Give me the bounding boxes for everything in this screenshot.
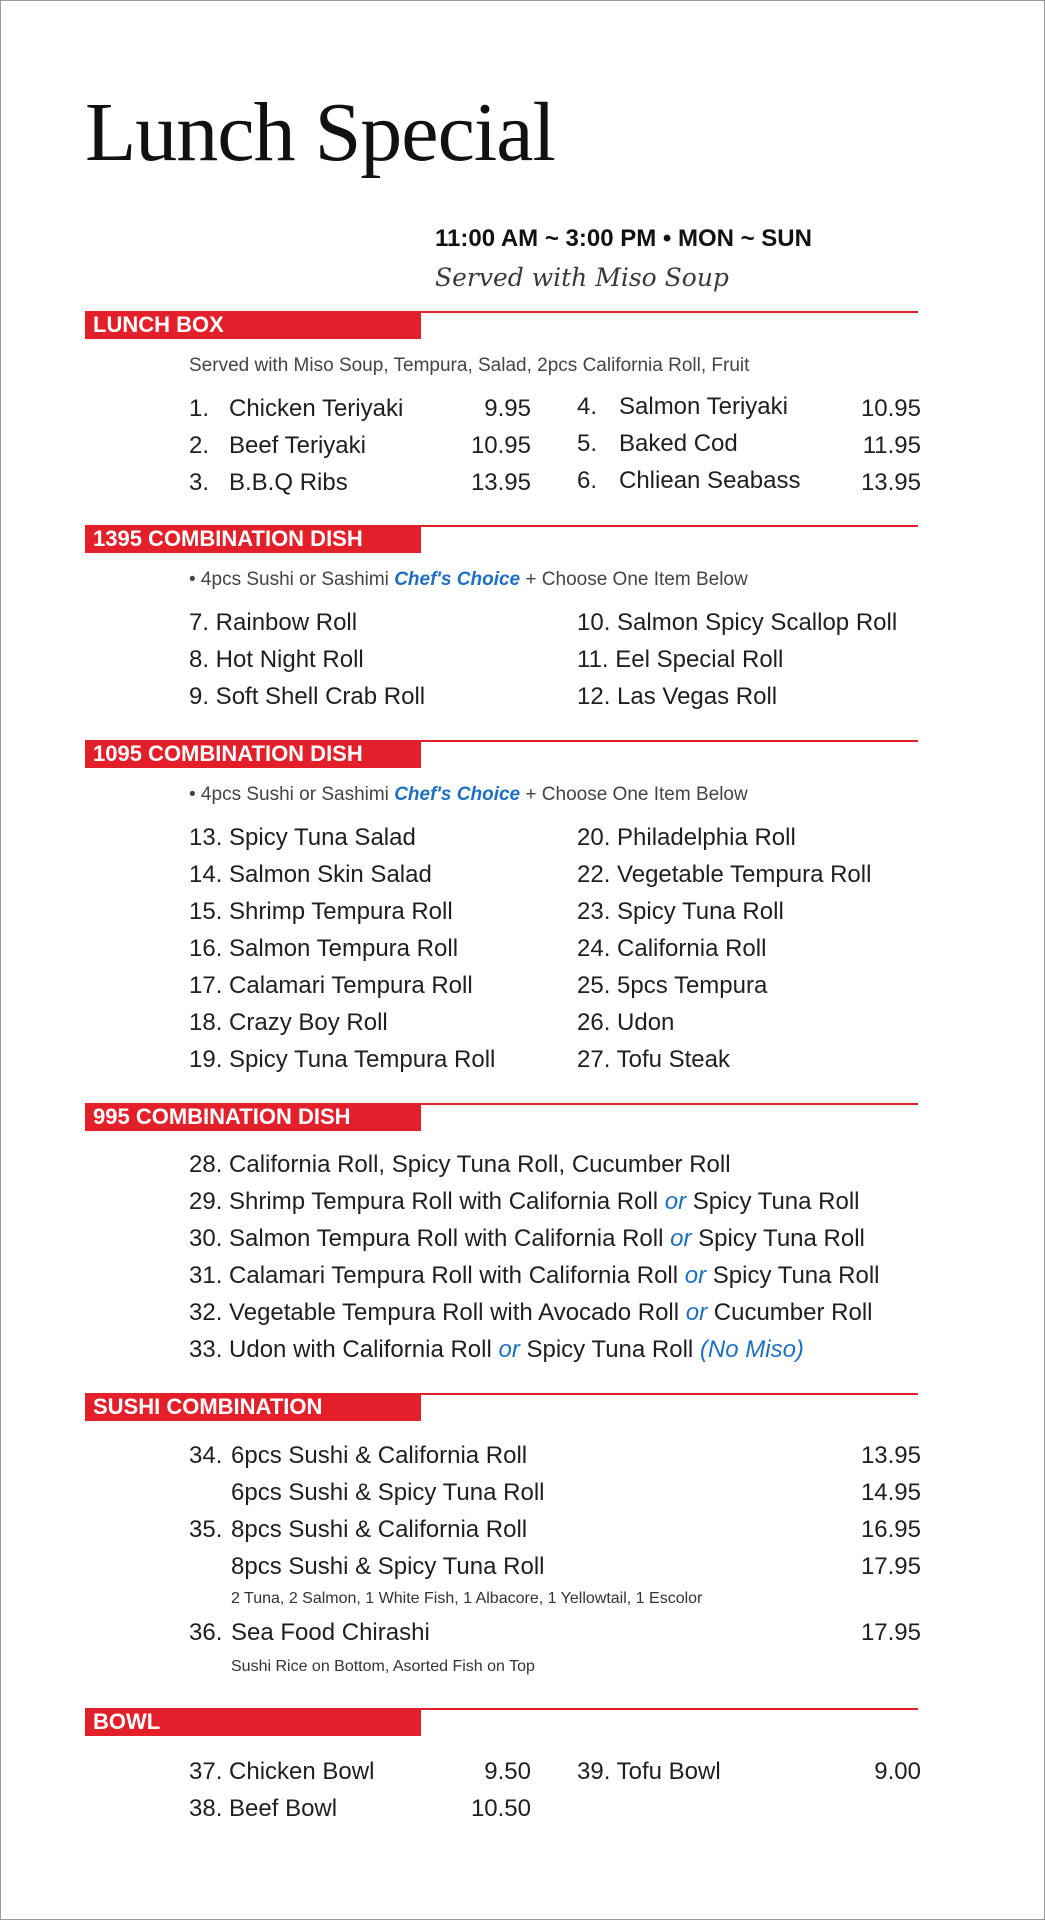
menu-item: 6. Chliean Seabass bbox=[577, 467, 801, 494]
section-heading-995-combination: 995 COMBINATION DISH bbox=[85, 1103, 421, 1131]
menu-price: 17.95 bbox=[860, 1619, 921, 1646]
menu-item: 30. Salmon Tempura Roll with California Roll or Spicy Tuna Roll bbox=[189, 1225, 865, 1252]
menu-item: 7. Rainbow Roll bbox=[189, 609, 358, 636]
menu-item: 14. Salmon Skin Salad bbox=[189, 861, 432, 888]
menu-item: 9. Soft Shell Crab Roll bbox=[189, 683, 426, 710]
menu-item: 3. B.B.Q Ribs bbox=[189, 469, 348, 496]
menu-item: 34. 6pcs Sushi & California Roll bbox=[189, 1442, 528, 1469]
section-note: • 4pcs Sushi or Sashimi Chef's Choice + Choose One Item Below bbox=[189, 569, 748, 590]
menu-price: 13.95 bbox=[860, 469, 921, 496]
menu-price: 16.95 bbox=[860, 1516, 921, 1543]
menu-item: 39. Tofu Bowl bbox=[577, 1758, 721, 1785]
menu-item: 13. Spicy Tuna Salad bbox=[189, 824, 416, 851]
menu-item: 35. 8pcs Sushi & California Roll bbox=[189, 1516, 528, 1543]
menu-price: 11.95 bbox=[862, 432, 921, 459]
section-rule bbox=[421, 311, 918, 313]
served-with-text: Served with Miso Soup bbox=[435, 263, 729, 292]
menu-item: 8pcs Sushi & Spicy Tuna Roll bbox=[231, 1553, 545, 1580]
menu-item: 17. Calamari Tempura Roll bbox=[189, 972, 473, 999]
menu-price: 9.95 bbox=[484, 395, 531, 422]
menu-price: 10.50 bbox=[470, 1795, 531, 1822]
item-note: Sushi Rice on Bottom, Asorted Fish on Top bbox=[231, 1658, 535, 1675]
section-rule bbox=[421, 740, 918, 742]
section-note: • 4pcs Sushi or Sashimi Chef's Choice + Choose One Item Below bbox=[189, 784, 748, 805]
no-miso-note: (No Miso) bbox=[699, 1336, 804, 1363]
section-rule bbox=[421, 1393, 918, 1395]
menu-item: 6pcs Sushi & Spicy Tuna Roll bbox=[231, 1479, 545, 1506]
menu-item: 36. Sea Food Chirashi bbox=[189, 1619, 430, 1646]
menu-item: 38. Beef Bowl bbox=[189, 1795, 338, 1822]
menu-item: 33. Udon with California Roll or Spicy Tuna Roll (No Miso) bbox=[189, 1336, 804, 1363]
menu-item: 8. Hot Night Roll bbox=[189, 646, 364, 673]
section-heading-bowl: BOWL bbox=[85, 1708, 421, 1736]
hours-text: 11:00 AM ~ 3:00 PM • MON ~ SUN bbox=[435, 225, 812, 252]
menu-item: 18. Crazy Boy Roll bbox=[189, 1009, 388, 1036]
menu-price: 17.95 bbox=[860, 1553, 921, 1580]
menu-item: 25. 5pcs Tempura bbox=[577, 972, 768, 999]
menu-price: 9.50 bbox=[484, 1758, 531, 1785]
section-heading-1395-combination: 1395 COMBINATION DISH bbox=[85, 525, 421, 553]
menu-item: 31. Calamari Tempura Roll with California Roll or Spicy Tuna Roll bbox=[189, 1262, 880, 1289]
menu-item: 12. Las Vegas Roll bbox=[577, 683, 778, 710]
menu-price: 13.95 bbox=[470, 469, 531, 496]
menu-price: 14.95 bbox=[860, 1479, 921, 1506]
menu-item: 23. Spicy Tuna Roll bbox=[577, 898, 784, 925]
menu-item: 2. Beef Teriyaki bbox=[189, 432, 366, 459]
menu-item: 19. Spicy Tuna Tempura Roll bbox=[189, 1046, 496, 1073]
menu-item: 37. Chicken Bowl bbox=[189, 1758, 375, 1785]
chefs-choice-label: Chef's Choice bbox=[394, 569, 521, 590]
menu-item: 28. California Roll, Spicy Tuna Roll, Cucumber Roll bbox=[189, 1151, 731, 1178]
menu-item: 10. Salmon Spicy Scallop Roll bbox=[577, 609, 898, 636]
menu-item: 16. Salmon Tempura Roll bbox=[189, 935, 459, 962]
section-note: Served with Miso Soup, Tempura, Salad, 2pcs California Roll, Fruit bbox=[189, 355, 750, 376]
menu-price: 10.95 bbox=[470, 432, 531, 459]
menu-item: 15. Shrimp Tempura Roll bbox=[189, 898, 453, 925]
menu-item: 20. Philadelphia Roll bbox=[577, 824, 796, 851]
chefs-choice-label: Chef's Choice bbox=[394, 784, 521, 805]
menu-item: 5. Baked Cod bbox=[577, 430, 738, 457]
section-rule bbox=[421, 525, 918, 527]
menu-item: 24. California Roll bbox=[577, 935, 767, 962]
item-note: 2 Tuna, 2 Salmon, 1 White Fish, 1 Albacore, 1 Yellowtail, 1 Escolor bbox=[231, 1590, 703, 1607]
menu-item: 22. Vegetable Tempura Roll bbox=[577, 861, 872, 888]
section-heading-sushi-combination: SUSHI COMBINATION bbox=[85, 1393, 421, 1421]
menu-item: 27. Tofu Steak bbox=[577, 1046, 730, 1073]
menu-item: 26. Udon bbox=[577, 1009, 675, 1036]
menu-price: 10.95 bbox=[860, 395, 921, 422]
section-heading-1095-combination: 1095 COMBINATION DISH bbox=[85, 740, 421, 768]
menu-price: 13.95 bbox=[860, 1442, 921, 1469]
menu-price: 9.00 bbox=[874, 1758, 921, 1785]
menu-item: 1. Chicken Teriyaki bbox=[189, 395, 404, 422]
menu-item: 11. Eel Special Roll bbox=[577, 646, 784, 673]
section-rule bbox=[421, 1708, 918, 1710]
section-rule bbox=[421, 1103, 918, 1105]
page-title: Lunch Special bbox=[85, 86, 555, 179]
section-heading-lunch-box: LUNCH BOX bbox=[85, 311, 421, 339]
menu-item: 4. Salmon Teriyaki bbox=[577, 393, 788, 420]
menu-item: 32. Vegetable Tempura Roll with Avocado Roll or Cucumber Roll bbox=[189, 1299, 873, 1326]
menu-item: 29. Shrimp Tempura Roll with California Roll or Spicy Tuna Roll bbox=[189, 1188, 860, 1215]
